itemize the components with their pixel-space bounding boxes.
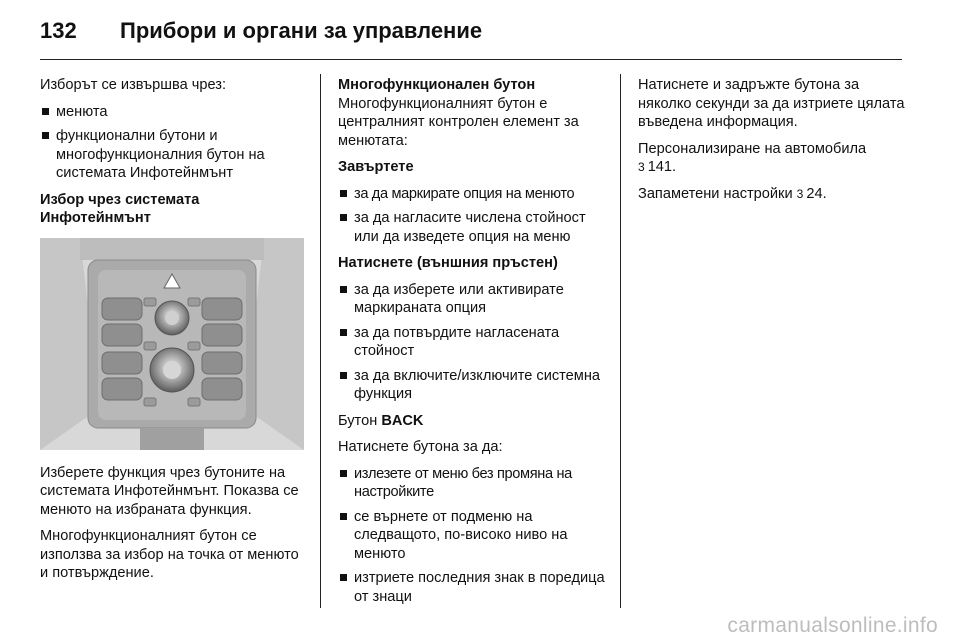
list-item: за да маркирате опция на менюто	[338, 185, 608, 204]
page-reference[interactable]: 141.	[647, 159, 677, 175]
list-item: функционални бутони и многофункционалния бутон на системата Инфотейнмънт	[40, 127, 306, 183]
list-item: за да включите/изключите системна функция	[338, 367, 608, 404]
back-label: BACK	[381, 412, 424, 429]
subheading: Завъртете	[338, 159, 414, 175]
back-list	[338, 465, 608, 607]
intro-text: Изборът се извършва чрез:	[40, 77, 227, 93]
column-divider	[620, 74, 621, 608]
header-rule	[40, 59, 902, 60]
paragraph: Натиснете бутона за да:	[338, 439, 503, 455]
column-left	[40, 76, 306, 591]
rotate-list	[338, 185, 608, 247]
cross-reference	[638, 185, 908, 204]
watermark: carmanualsonline.info	[727, 614, 938, 637]
column-middle	[338, 76, 608, 614]
column-divider	[320, 74, 321, 608]
back-prefix: Бутон	[338, 412, 382, 429]
console-illustration	[40, 238, 304, 450]
subheading: Натиснете (външния пръстен)	[338, 255, 558, 271]
paragraph: Многофункционалният бутон се използва за избор на точка от менюто и потвърждение.	[40, 528, 299, 581]
paragraph: Многофункционалният бутон е централният контролен елемент за менютата:	[338, 95, 579, 149]
selection-list	[40, 103, 306, 183]
list-item: за да потвърдите нагласената стойност	[338, 324, 608, 361]
back-button-line	[338, 412, 608, 431]
page-number: 132	[40, 18, 77, 43]
paragraph: Натиснете и задръжте бутона за няколко секунди за да изтриете цялата въведена информация.	[638, 77, 905, 130]
list-item: менюта	[40, 103, 306, 122]
arrow-icon: 3	[638, 160, 645, 174]
cross-reference	[638, 140, 908, 177]
column-right	[638, 76, 908, 211]
infotainment-panel-illustration	[40, 238, 304, 450]
page-header	[40, 18, 482, 48]
page-reference[interactable]: 24.	[806, 185, 827, 202]
list-item: за да изберете или активирате маркираната опция	[338, 281, 608, 318]
list-item: за да нагласите числена стойност или да изведете опция на меню	[338, 209, 608, 246]
reference-text: Персонализиране на автомобила	[638, 140, 867, 157]
reference-text: Запаметени настройки	[638, 185, 793, 202]
press-list	[338, 281, 608, 404]
page-title: Прибори и органи за управление	[120, 18, 483, 43]
list-item: се върнете от подменю на следващото, по-високо ниво на менюто	[338, 508, 608, 564]
section-heading: Многофункционален бутон	[338, 77, 536, 93]
list-item: излезете от меню без промяна на настройките	[338, 465, 608, 502]
paragraph: Изберете функция чрез бутоните на системата Инфотейнмънт. Показва се менюто на избраната функция.	[40, 464, 299, 518]
section-heading: Избор чрез системата Инфотейнмънт	[40, 191, 200, 226]
arrow-icon: 3	[796, 186, 804, 201]
list-item: изтриете последния знак в поредица от знаци	[338, 569, 608, 606]
